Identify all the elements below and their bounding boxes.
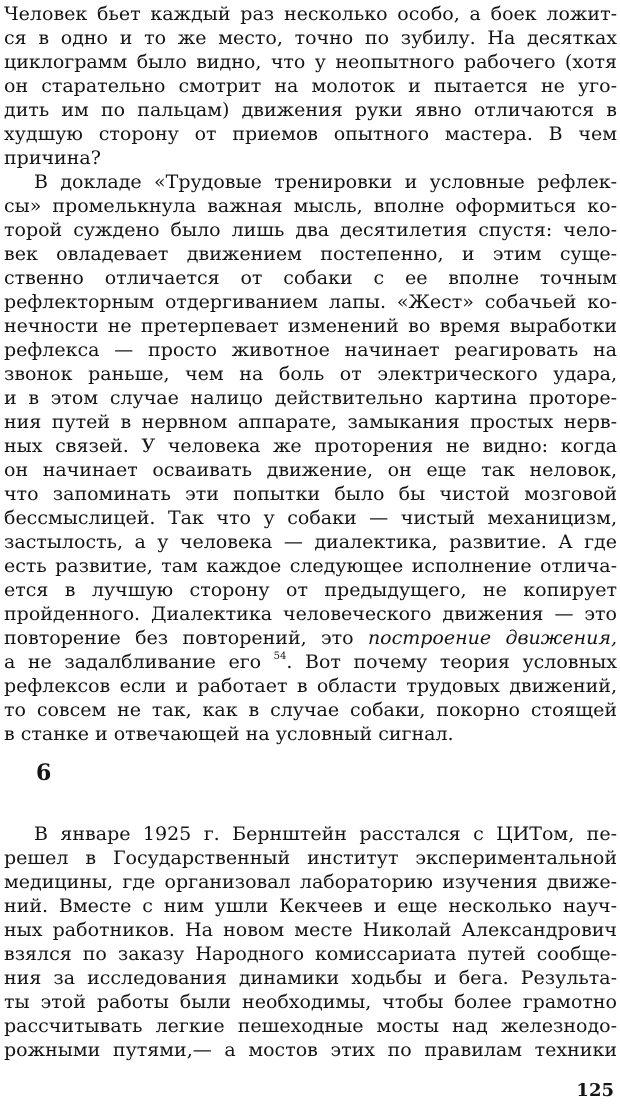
text-line: причина? — [4, 147, 101, 169]
text-line: рефлекса — просто животное начинает реагировать на — [4, 339, 617, 361]
text-line: он старательно смотрит на молоток и пытается не уго- — [4, 75, 617, 97]
page-number: 125 — [576, 1080, 614, 1101]
text-line: ных связей. У человека же проторения не видно: когда — [4, 435, 617, 457]
text-line: нечности не претерпевает изменений во время выработки — [4, 315, 617, 337]
text-line: торой суждено было лишь два десятилетия спустя: чело- — [4, 219, 617, 241]
text-line: ных работников. На новом месте Николай Александрович — [4, 919, 617, 941]
text-line: медицины, где организовал лабораторию изучения движе- — [4, 871, 617, 893]
text-line: Человек бьет каждый раз несколько особо, а боек ложит- — [4, 3, 617, 25]
text-line: и в этом случае налицо действительно картина проторе- — [4, 387, 617, 409]
text-segment: . Вот почему теория условных — [286, 651, 617, 673]
text-line: ся в одно и то же место, точно по зубилу. На десятках — [4, 27, 617, 49]
text-line-with-emphasis — [4, 626, 617, 650]
text-line: ния за исследования динамики ходьбы и бега. Результа- — [4, 967, 617, 989]
text-line: что запоминать эти попытки было бы чистой мозговой — [4, 483, 617, 505]
text-line: пройденного. Диалектика человеческого движения — это — [4, 603, 617, 625]
text-line: рассчитывать легкие пешеходные мосты над железнодо- — [4, 1015, 617, 1037]
text-line: решел в Государственный институт экспериментальной — [4, 847, 617, 869]
text-line: ты этой работы были необходимы, чтобы более грамотно — [4, 991, 617, 1013]
text-line: сы» промелькнула важная мысль, вполне оформиться ко- — [4, 195, 617, 217]
text-line: В январе 1925 г. Бернштейн расстался с ЦИТом, пе- — [34, 823, 617, 845]
section-number: 6 — [36, 760, 52, 786]
text-line: век овладевает движением постепенно, и этим суще- — [4, 243, 617, 265]
text-line: бессмыслицей. Так что у собаки — чистый механицизм, — [4, 507, 617, 529]
text-line: худшую сторону от приемов опытного мастера. В чем — [4, 123, 617, 145]
text-line: ственно отличается от собаки с ее вполне точным — [4, 267, 617, 289]
footnote-reference: 54 — [273, 650, 287, 662]
text-line: есть развитие, там каждое следующее исполнение отлича- — [4, 555, 617, 577]
text-line: ний. Вместе с ним ушли Кекчеев и еще несколько науч- — [4, 895, 617, 917]
text-line: дить им по пальцам) движения руки явно отличаются в — [4, 99, 617, 121]
text-line: застылость, а у человека — диалектика, развитие. А где — [4, 531, 617, 553]
text-line: рефлексов если и работает в области трудовых движений, — [4, 675, 617, 697]
text-line: рефлекторным отдергиванием лапы. «Жест» собачьей ко- — [4, 291, 617, 313]
text-line: циклограмм было видно, что у неопытного рабочего (хотя — [4, 51, 617, 73]
text-segment: повторение без повторений, это — [4, 627, 368, 649]
text-line: в станке и отвечающей на условный сигнал. — [4, 723, 454, 745]
text-line: В докладе «Трудовые тренировки и условные рефлек- — [34, 171, 617, 193]
text-line: ется в лучшую сторону от предыдущего, не копирует — [4, 579, 617, 601]
text-line: звонок раньше, чем на боль от электрического удара, — [4, 363, 617, 385]
italic-emphasis: построение движения, — [367, 627, 617, 649]
text-line: то совсем не так, как в случае собаки, покорно стоящей — [4, 699, 617, 721]
text-segment: а не задалбливание его — [4, 651, 262, 673]
text-line: взялся по заказу Народного комиссариата путей сообще- — [4, 943, 617, 965]
text-line: он начинает осваивать движение, он еще так неловок, — [4, 459, 617, 481]
text-line-with-footnote — [4, 650, 617, 674]
text-line: ния путей в нервном аппарате, замыкания простых нерв- — [4, 411, 617, 433]
text-line: рожными путями,— а мостов этих по правилам техники — [4, 1039, 617, 1061]
